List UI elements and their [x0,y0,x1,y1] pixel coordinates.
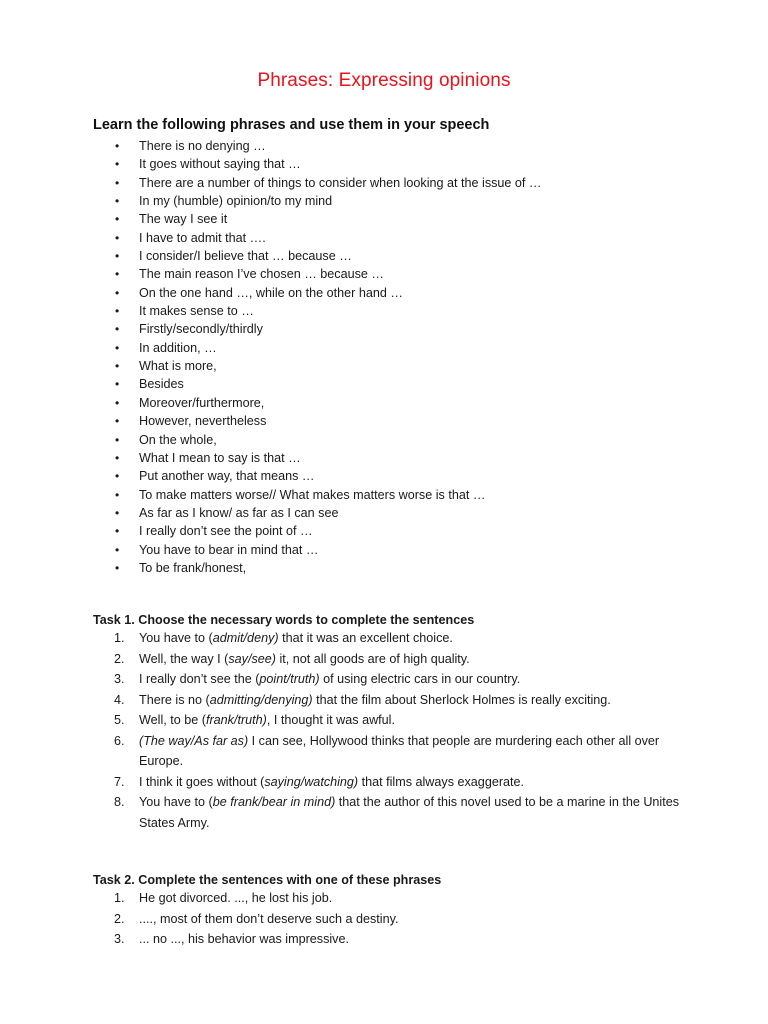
list-item: • Besides [0,375,542,393]
task1-item [0,792,699,833]
item-text: , I thought it was awful. [266,713,395,727]
list-item: • What I mean to say is that … [0,449,542,467]
item-number: 6. [114,733,125,748]
task2-item [0,909,699,930]
list-item: • There is no denying … [0,137,542,155]
item-number: 2. [114,651,125,666]
item-text: that the film about Sherlock Holmes is really exciting. [312,692,611,707]
item-text: ... no ..., his behavior was impressive. [139,932,349,946]
task1-item [0,690,699,711]
item-text: There is no ( [139,692,210,707]
item-number: 3. [114,672,125,686]
item-options: admitting/denying) [209,692,313,707]
item-text: I think it goes without ( [139,774,265,789]
task1-item [0,710,699,731]
task1-heading: Task 1. Choose the necessary words to complete the sentences [93,613,475,627]
task1-item [0,772,699,793]
list-item: • The main reason I’ve chosen … because … [0,265,542,283]
list-item: • It makes sense to … [0,302,542,320]
list-item: • As far as I know/ as far as I can see [0,504,542,522]
phrase-list [0,137,542,577]
list-item: • However, nevertheless [0,412,542,430]
list-item: • What is more, [0,357,542,375]
task2-item [0,888,699,909]
task1-item [0,649,699,670]
task1-item [0,669,699,690]
list-item: • It goes without saying that … [0,155,542,173]
list-item: • There are a number of things to consider when looking at the issue of … [0,174,542,192]
item-number: 1. [114,891,125,905]
item-number: 7. [114,774,125,789]
list-item: • On the one hand …, while on the other hand … [0,284,542,302]
item-number: 8. [114,795,125,809]
item-number: 5. [114,713,125,727]
list-item: • Firstly/secondly/thirdly [0,320,542,338]
item-options: saying/watching) [264,774,359,789]
task1-item [0,628,699,649]
list-item: • On the whole, [0,431,542,449]
item-options: say/see) [228,651,276,666]
page-title: Phrases: Expressing opinions [257,70,511,91]
section-heading: Learn the following phrases and use them in your speech [93,117,490,133]
item-options: frank/truth) [205,713,267,727]
list-item: • In my (humble) opinion/to my mind [0,192,542,210]
list-item: • Put another way, that means … [0,467,542,485]
item-number: 4. [114,692,125,707]
list-item: • To be frank/honest, [0,559,542,577]
task1-list [0,628,699,833]
task1-item [0,731,699,772]
list-item: • I consider/I believe that … because … [0,247,542,265]
item-text: I really don’t see the ( [139,672,260,686]
item-text: that the author of this novel used to be a marine in the Unites States Army. [139,795,680,830]
item-options: (The way/As far as) [139,733,249,748]
task2-list [0,888,699,950]
item-number: 3. [114,932,125,946]
item-text: Well, the way I ( [139,651,229,666]
task2-item [0,929,699,950]
list-item: • In addition, … [0,339,542,357]
item-text: You have to ( [139,795,213,809]
list-item: • I really don’t see the point of … [0,522,542,540]
item-text: that it was an excellent choice. [278,631,453,645]
list-item: • To make matters worse// What makes matters worse is that … [0,486,542,504]
list-item: • The way I see it [0,210,542,228]
item-number: 2. [114,911,125,926]
item-text: ...., most of them don’t deserve such a destiny. [139,911,399,926]
item-number: 1. [114,631,125,645]
item-text: it, not all goods are of high quality. [275,651,470,666]
task2-heading: Task 2. Complete the sentences with one of these phrases [93,873,442,887]
item-options: admit/deny) [212,631,279,645]
item-options: be frank/bear in mind) [212,795,336,809]
list-item: • You have to bear in mind that … [0,541,542,559]
item-text: I can see, Hollywood thinks that people are murdering each other all over Europe. [139,733,660,768]
item-text: He got divorced. ..., he lost his job. [139,891,333,905]
list-item: • Moreover/furthermore, [0,394,542,412]
item-text: Well, to be ( [139,713,206,727]
item-text: You have to ( [139,631,213,645]
item-text: that films always exaggerate. [358,774,525,789]
item-options: point/truth) [259,672,320,686]
list-item: • I have to admit that …. [0,229,542,247]
item-text: of using electric cars in our country. [319,672,521,686]
